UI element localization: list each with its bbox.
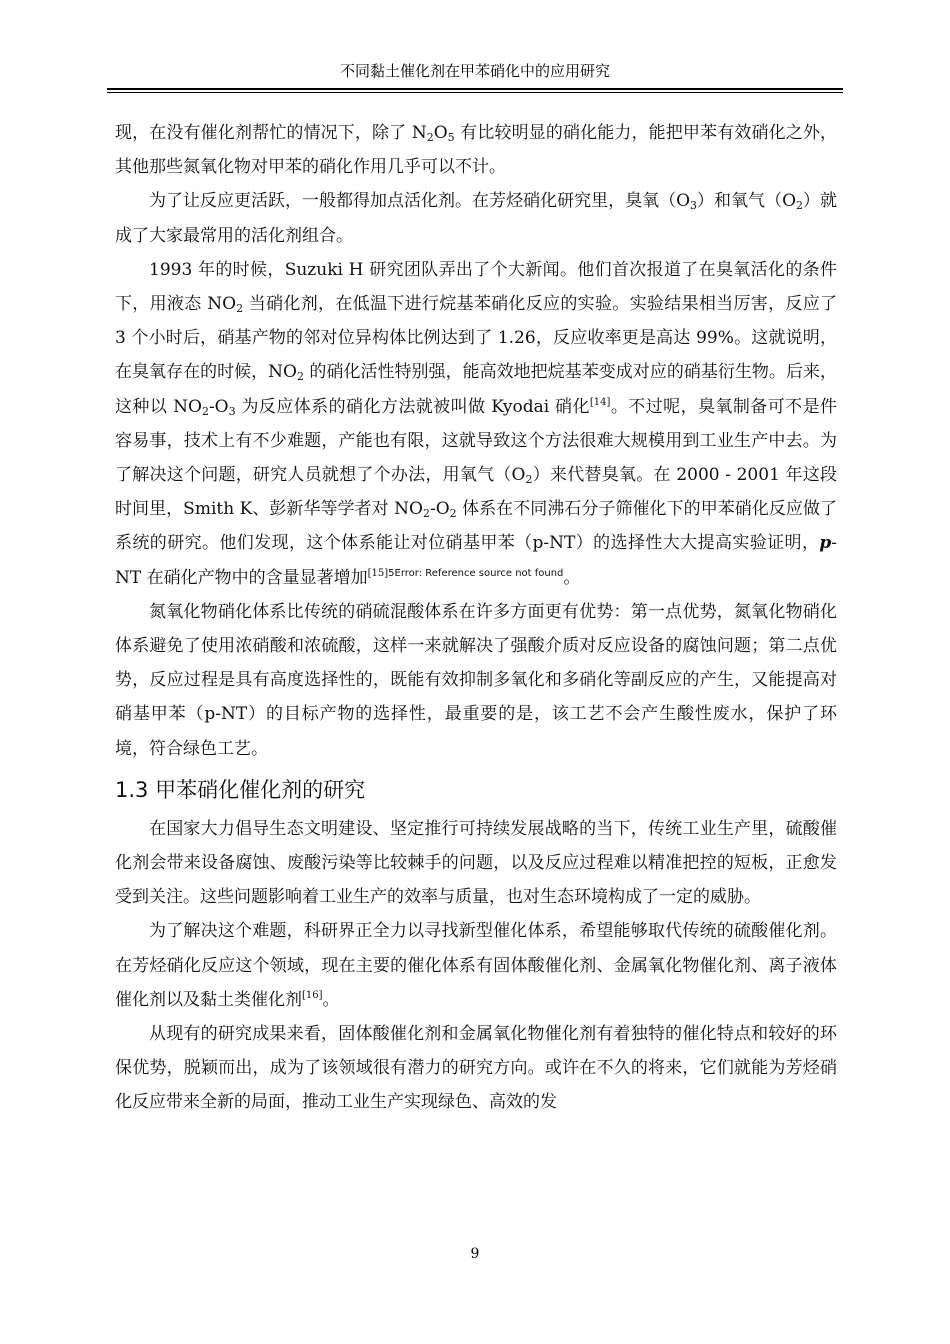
text-run: O [433, 123, 448, 143]
text-run: 体系在不同沸石分子筛催化下的甲苯硝化反应做了系统的研究。他们发现，这个体系能让对位硝基甲苯（p-NT）的选择性大大提高实验证明， [115, 499, 837, 554]
text-run: 1993 年的时候，Suzuki H 研究团队弄出了个大新闻。他们首次报道了在臭氧活化的条件下，用液态 NO [115, 259, 837, 315]
subscript: 2 [422, 507, 430, 521]
text-run: 。 [322, 989, 340, 1010]
text-run: ）和氧气（O [697, 191, 797, 212]
citation-ref[interactable]: [14] [589, 396, 611, 408]
subscript: 2 [297, 370, 304, 384]
subscript: 5 [447, 131, 455, 144]
paragraph-1 [115, 116, 837, 184]
text-run: 为反应体系的硝化方法就被叫做 Kyodai 硝化 [235, 396, 590, 417]
text-run: ）来代替臭氧。在 2000 - 2001 年这段时间里，Smith K、彭新华等学者对 NO [115, 465, 838, 520]
header-rule-thick [107, 88, 843, 90]
running-header: 不同黏土催化剂在甲苯硝化中的应用研究 [339, 62, 610, 80]
text-run: 为了解决这个难题，科研界正全力以寻找新型催化体系，希望能够取代传统的硫酸催化剂。在芳烃硝化反应这个领域，现在主要的催化体系有固体酸催化剂、金属氧化物催化剂、离子液体催化剂以及黏土类催化剂 [115, 921, 837, 1010]
paragraph-4: 氮氧化物硝化体系比传统的硝硫混酸体系在许多方面更有优势：第一点优势，氮氧化物硝化体系避免了使用浓硝酸和浓硫酸，这样一来就解决了强酸介质对反应设备的腐蚀问题；第二点优势，反应过程是具有高度选择性的，既能有效抑制多氧化和多硝化等副反应的产生，又能提高对硝基甲苯（p-NT）的目标产物的选择性，最重要的是，该工艺不会产生酸性废水，保护了环境，符合绿色工艺。 [115, 601, 837, 759]
subscript: 2 [796, 199, 804, 213]
citation-ref[interactable]: [15] [367, 567, 389, 579]
text-run: -O [208, 396, 229, 417]
text-run: ）就成了大家最常用的活化剂组合。 [115, 191, 838, 246]
text-run: -NT 在硝化产物中的含量显著增加 [115, 533, 837, 588]
text-run: -O [429, 499, 450, 520]
body-text [115, 116, 837, 1120]
subscript: 2 [525, 473, 533, 487]
subscript: 3 [690, 199, 698, 213]
paragraph-3 [115, 253, 837, 595]
subscript: 3 [228, 404, 236, 418]
text-run: 。 [563, 567, 581, 588]
reference-error-text: 5Error: Reference source not found [388, 567, 564, 579]
page-number: 9 [470, 1246, 480, 1262]
subscript: 2 [426, 131, 434, 144]
text-run: 现，在没有催化剂帮忙的情况下，除了 N [115, 123, 427, 143]
citation-ref[interactable]: [16] [302, 989, 323, 1001]
section-heading: 1.3 甲苯硝化催化剂的研究 [115, 777, 366, 802]
subscript: 2 [449, 507, 457, 521]
text-run: 为了让反应更活跃，一般都得加点活化剂。在芳烃硝化研究里，臭氧（O [149, 191, 691, 212]
paragraph-7: 从现有的研究成果来看，固体酸催化剂和金属氧化物催化剂有着独特的催化特点和较好的环保优势，脱颖而出，成为了该领域很有潜力的研究方向。或许在不久的将来，它们就能为芳烃硝化反应带来全新的局面，推动工业生产实现绿色、高效的发 [115, 1024, 837, 1113]
subscript: 2 [236, 302, 244, 316]
text-run: 当硝化剂，在低温下进行烷基苯硝化反应的实验。实验结果相当厉害，反应了 3 个小时后，硝基产物的邻对位异构体比例达到了 1.26，反应收率更是高达 99%。这就说明，在臭氧存在的时候，NO [115, 294, 837, 383]
text-run: 。不过呢，臭氧制备可不是件容易事，技术上有不少难题，产能也有限，这就导致这个方法很难大规模用到工业生产中去。为了解决这个问题，研究人员就想了个办法，用氧气（O [115, 396, 837, 486]
paragraph-5: 在国家大力倡导生态文明建设、坚定推行可持续发展战略的当下，传统工业生产里，硫酸催化剂会带来设备腐蚀、废酸污染等比较棘手的问题，以及反应过程难以精准把控的短板，正愈发受到关注。这些问题影响着工业生产的效率与质量，也对生态环境构成了一定的威胁。 [115, 818, 837, 908]
italic-text: p [819, 533, 832, 554]
paragraph-6 [115, 914, 837, 1017]
text-run: 有比较明显的硝化能力，能把甲苯有效硝化之外，其他那些氮氧化物对甲苯的硝化作用几乎可以不计。 [115, 123, 837, 178]
text-run: 的硝化活性特别强，能高效地把烷基苯变成对应的硝基衍生物。后来，这种以 NO [115, 362, 838, 417]
subscript: 2 [201, 404, 209, 418]
header-rule-thin [107, 92, 843, 93]
paragraph-2 [115, 184, 837, 252]
